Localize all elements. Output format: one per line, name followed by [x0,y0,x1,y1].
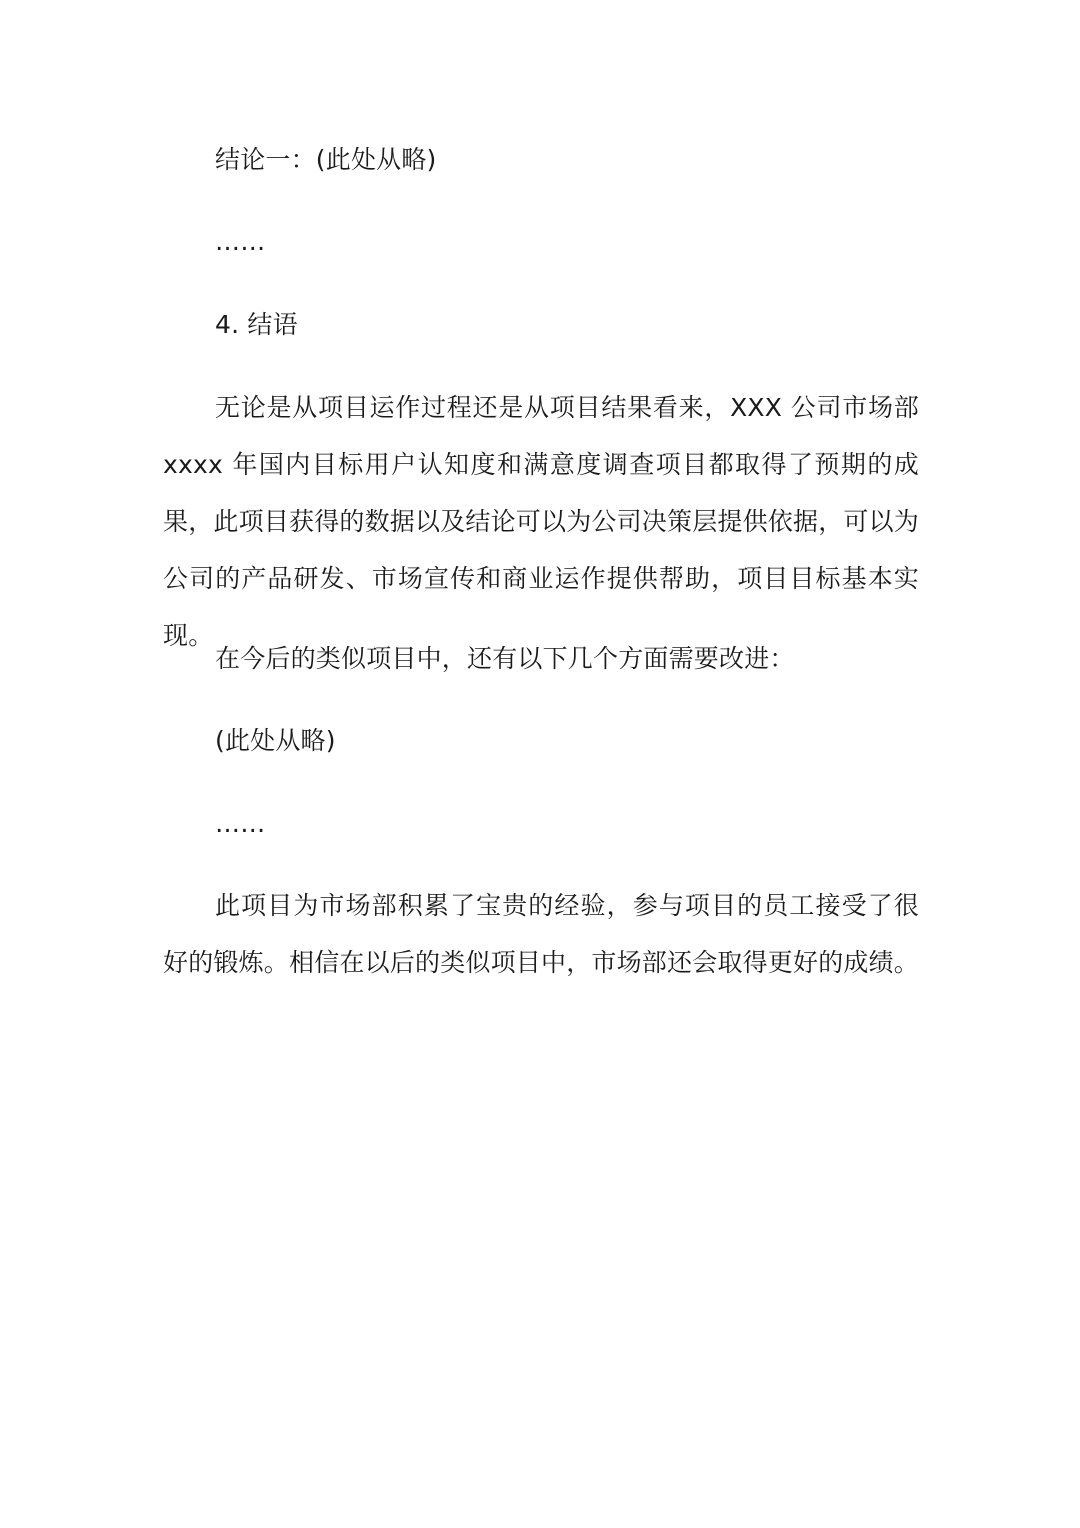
conclusion-one-paragraph: 结论一：(此处从略) [215,145,437,174]
section-heading: 4. 结语 [215,310,298,339]
ellipsis-paragraph: …… [215,227,266,256]
summary-paragraph: 无论是从项目运作过程还是从项目结果看来，XXX 公司市场部 xxxx 年国内目标用户认知度和满意度调查项目都取得了预期的成果，此项目获得的数据以及结论可以为公司决策层提供依据，可以为公司的产品研发、市场宣传和商业运作提供帮助，项目目标基本实现。 [163,393,920,650]
closing-paragraph: 此项目为市场部积累了宝贵的经验，参与项目的员工接受了很好的锻炼。相信在以后的类似项目中，市场部还会取得更好的成绩。 [163,891,920,977]
omitted-paragraph: (此处从略) [215,726,336,755]
ellipsis-paragraph: …… [215,809,266,838]
improvements-intro-paragraph: 在今后的类似项目中，还有以下几个方面需要改进： [215,644,795,673]
